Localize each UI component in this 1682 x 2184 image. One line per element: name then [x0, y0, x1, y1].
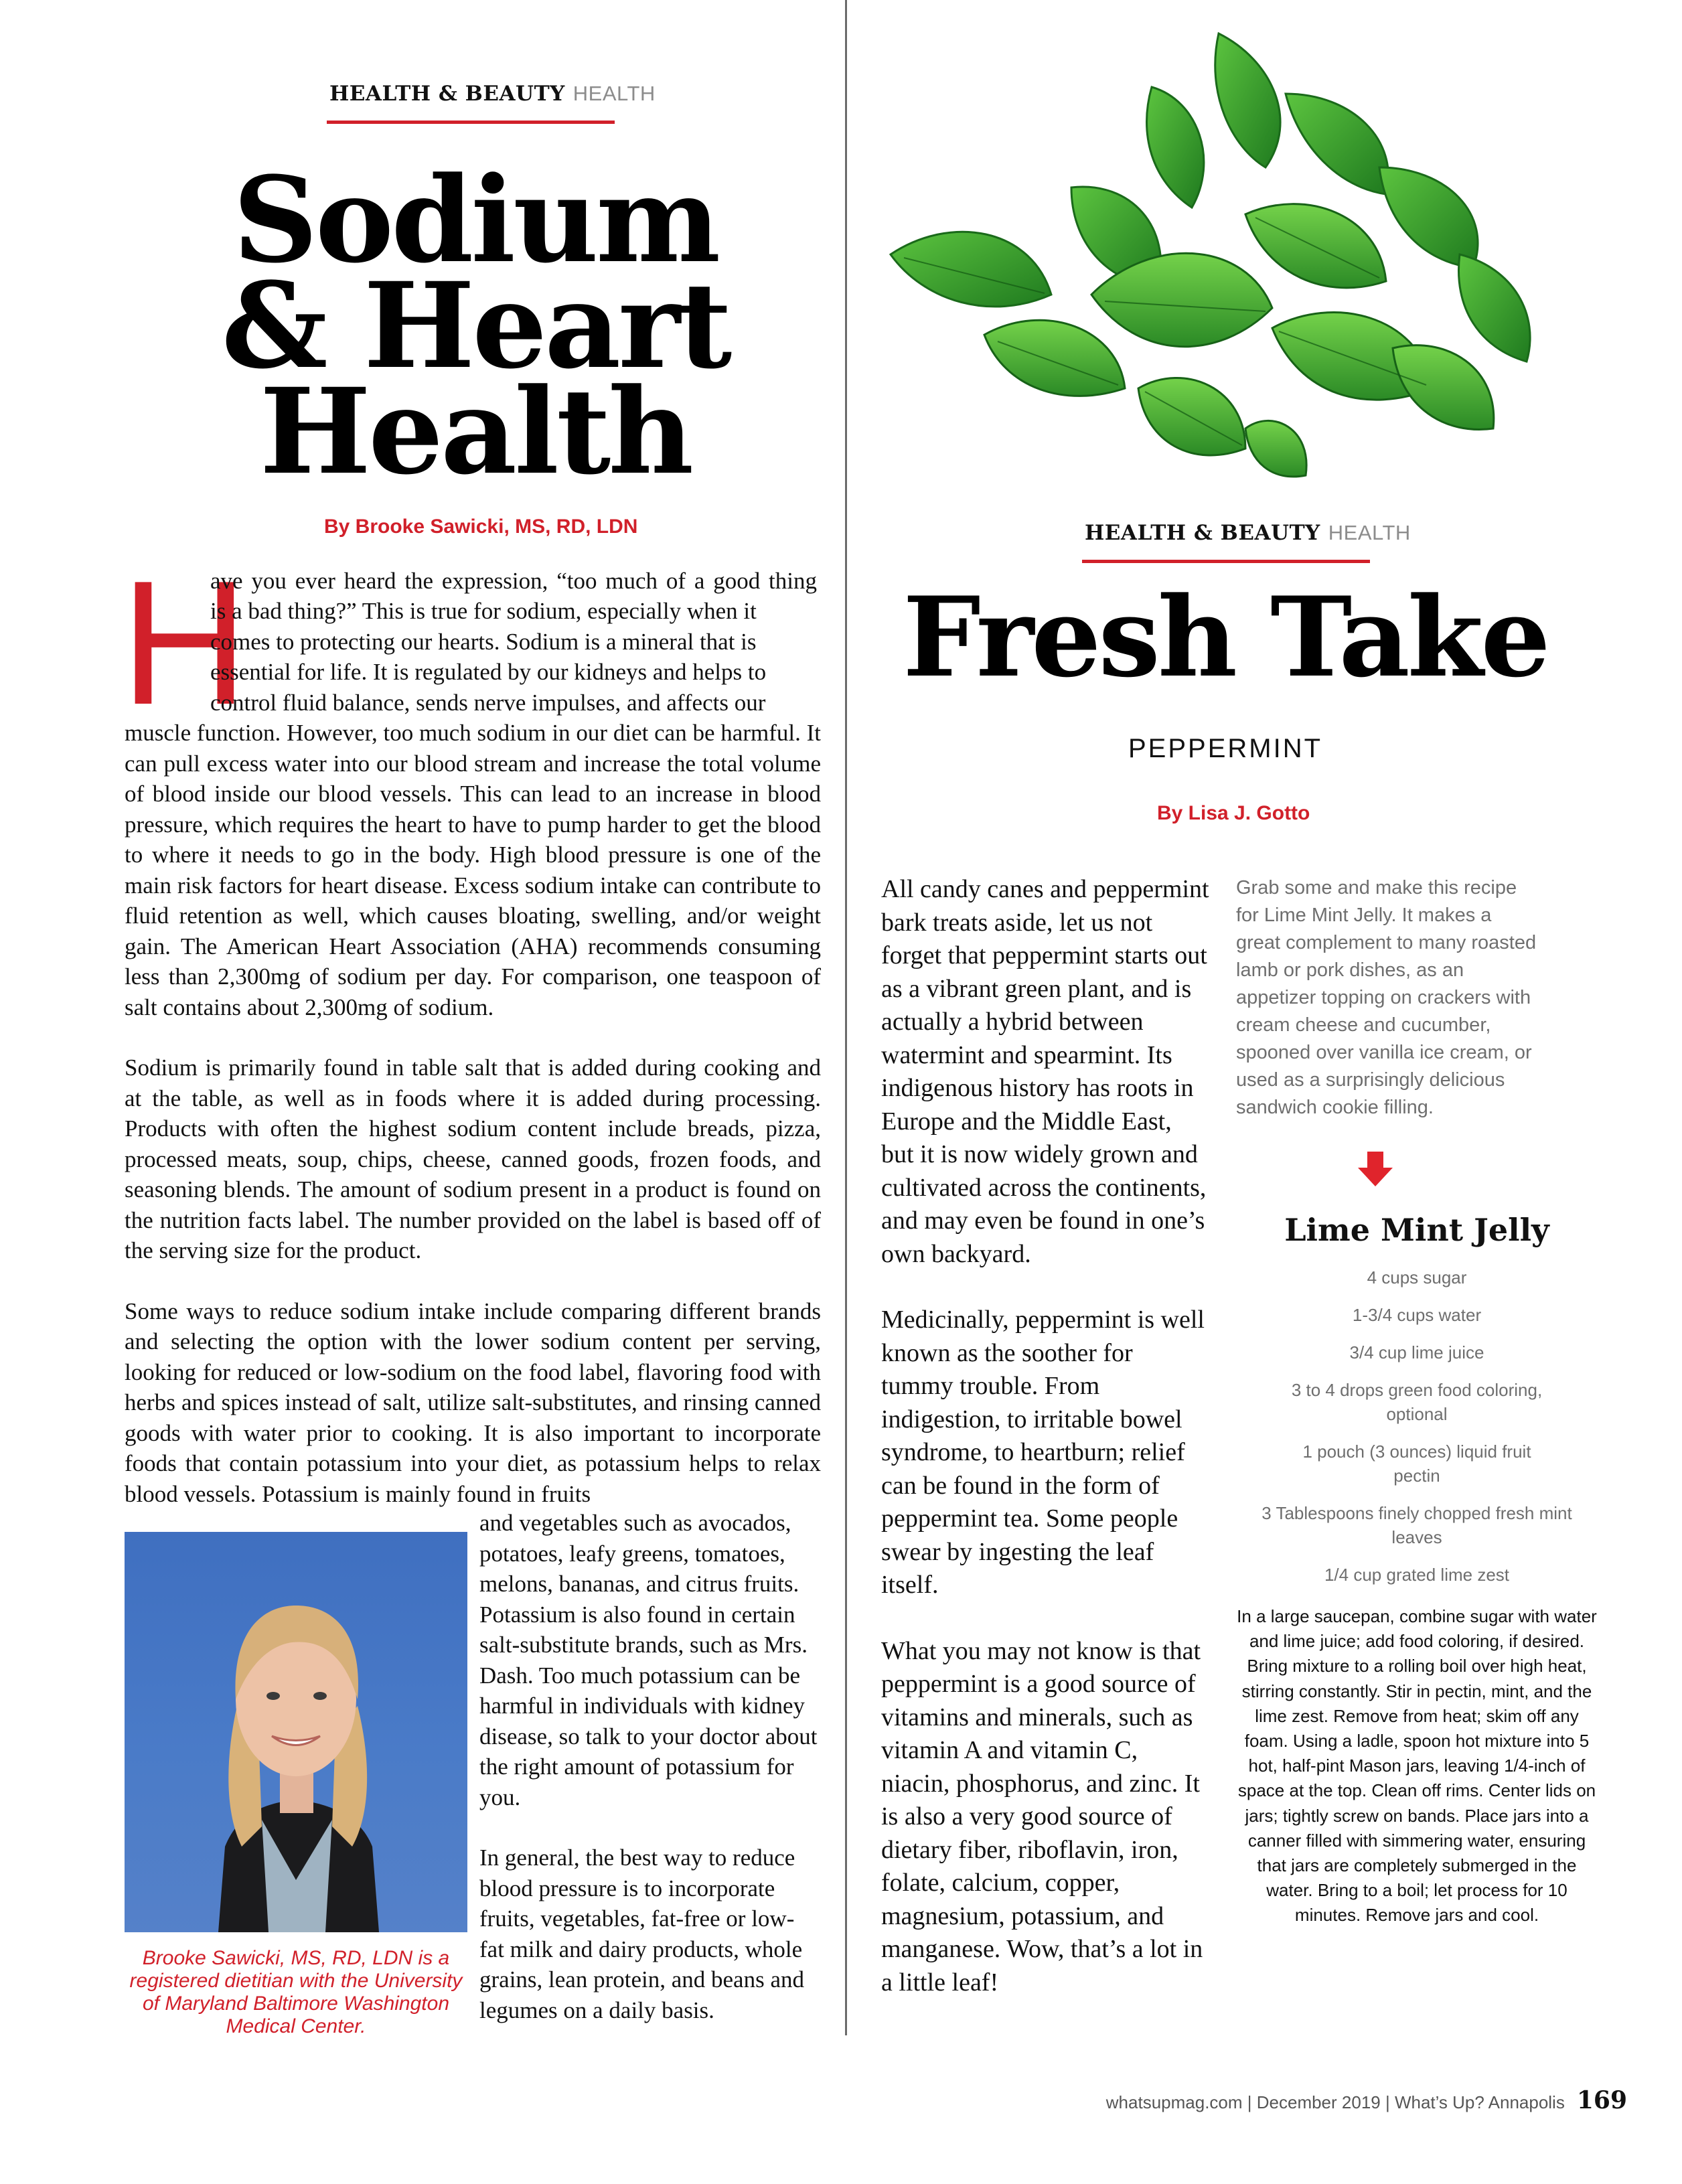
- article-line: ave you ever heard the expression, “too much of a good thing: [210, 568, 817, 594]
- recipe-title: Lime Mint Jelly: [1284, 1212, 1549, 1248]
- paragraph: Some ways to reduce sodium intake include comparing different brands and selecting the option with the lower sodium content per serving, looking for reduced or low-sodium on the food label, flavoring food with herbs and spices instead of salt, utilize salt-substitutes, and rinsing canned goods with water prior to cooking. It is also important to incorporate foods that contain potassium into your diet, as potassium helps to relax blood vessels. Potassium is mainly found in fruits: [125, 1298, 821, 1507]
- author-photo: [125, 1532, 467, 1932]
- article-line: essential for life. It is regulated by our kidneys and helps to: [210, 659, 767, 685]
- recipe-method: In a large saucepan, combine sugar with water and lime juice; add food coloring, if desired. Bring mixture to a rolling boil over high heat, stirring constantly. Stir in pectin, mint, and the lime zest. Remove from heat; skim off any foam. Using a ladle, spoon hot mixture into 5 hot, half-pint Mason jars, leaving 1/4-inch of space at the top. Clean off rims. Center lids on jars; tightly screw on bands. Place jars into a canner filled with simmering water, ensuring that jars are completely submerged in the water. Bring to a boil; let process for 10 minutes. Remove jars and cool.: [1237, 1606, 1597, 1926]
- section-tag-left: [329, 82, 656, 106]
- headline-line: & Heart: [221, 256, 730, 395]
- headline-line: Sodium: [232, 151, 718, 289]
- footer-text: whatsupmag.com | December 2019 | What’s Up? Annapolis: [1105, 2092, 1565, 2112]
- article-line: control fluid balance, sends nerve impulses, and affects our: [210, 690, 766, 716]
- page-number: 169: [1576, 2086, 1627, 2114]
- ingredient: 3 to 4 drops green food coloring, optional: [1291, 1380, 1543, 1424]
- section-tag-primary: HEALTH & BEAUTY: [329, 82, 565, 106]
- paragraph: In general, the best way to reduce blood pressure is to incorporate fruits, vegetables, fat-free or low-fat milk and dairy products, whole grains, lean protein, and beans and legumes on a daily basis.: [479, 1845, 804, 2023]
- byline-left: By Brooke Sawicki, MS, RD, LDN: [324, 516, 638, 538]
- portrait-illustration: [125, 1532, 467, 1932]
- page-footer: [1031, 2086, 1627, 2114]
- ingredient: 3 Tablespoons finely chopped fresh mint leaves: [1262, 1503, 1572, 1547]
- paragraph: Medicinally, peppermint is well known as the soother for tummy trouble. From indigestion, to irritable bowel syndrome, to heartburn; relief can be found in the form of peppermint tea. Some people swear by ingesting the leaf itself.: [881, 1306, 1205, 1599]
- arrow-down-icon: [1355, 1149, 1395, 1189]
- ingredient: 1/4 cup grated lime zest: [1324, 1565, 1510, 1585]
- paragraph: All candy canes and peppermint bark treats aside, let us not forget that peppermint starts out as a vibrant green plant, and is actually a hybrid between watermint and spearmint. Its indigenous history has roots in Europe and the Middle East, but it is now widely grown and cultivated across the continents, and may even be found in one’s own backyard.: [881, 875, 1209, 1268]
- ingredient: 1-3/4 cups water: [1352, 1305, 1482, 1325]
- section-tag-secondary: HEALTH: [572, 82, 656, 105]
- section-tag-right: [1085, 521, 1411, 545]
- headline-line: Health: [259, 362, 692, 501]
- article-line: is a bad thing?” This is true for sodium, especially when it: [210, 598, 757, 624]
- recipe-intro: Grab some and make this recipe for Lime Mint Jelly. It makes a great complement to many roasted lamb or pork dishes, as an appetizer topping on crackers with cream cheese and cucumber, spooned over vanilla ice cream, or used as a surprisingly delicious sandwich cookie filling.: [1236, 877, 1537, 1118]
- article-body-left: [125, 718, 821, 1509]
- paragraph: and vegetables such as avocados, potatoes, leafy greens, tomatoes, melons, bananas, and citrus fruits. Potassium is also found in certain salt-substitute brands, such as Mrs. Dash. Too much potassium can be harmful in individuals with kidney disease, so talk to your doctor about the right amount of potassium for you.: [479, 1510, 818, 1810]
- article-body-right: [881, 873, 1209, 1999]
- section-tag-rule: [327, 121, 615, 124]
- paragraph: Sodium is primarily found in table salt that is added during cooking and at the table, as well as in foods where it is added during processing. Products with often the highest sodium content include breads, pizza, processed meats, soup, chips, cheese, canned goods, frozen foods, and seasoning blends. The amount of sodium present in a product is found on the nutrition facts label. The number provided on the label is based off of the serving size for the product.: [125, 1055, 821, 1263]
- headline-sodium: [161, 151, 790, 501]
- subtitle-peppermint: PEPPERMINT: [1128, 734, 1323, 763]
- photo-caption: Brooke Sawicki, MS, RD, LDN is a registered dietitian with the University of Maryland Baltimore Washington Medical Center.: [129, 1947, 463, 2037]
- article-body-left-continued: [479, 1508, 818, 2025]
- headline-fresh-take: Fresh Take: [903, 572, 1548, 702]
- paragraph: What you may not know is that peppermint is a good source of vitamins and minerals, such as vitamin A and vitamin C, niacin, phosphorus, and zinc. It is also a very good source of dietary fiber, riboflavin, iron, folate, calcium, copper, magnesium, potassium, and manganese. Wow, that’s a lot in a little leaf!: [881, 1636, 1203, 1997]
- ingredient: 1 pouch (3 ounces) liquid fruit pectin: [1302, 1441, 1531, 1486]
- column-divider: [845, 0, 847, 2035]
- drop-cap: H: [121, 544, 248, 741]
- ingredient: 4 cups sugar: [1367, 1267, 1467, 1288]
- section-tag-rule: [1082, 560, 1370, 563]
- byline-right: By Lisa J. Gotto: [1157, 802, 1310, 824]
- ingredient: 3/4 cup lime juice: [1349, 1342, 1484, 1362]
- mint-leaves-illustration: [870, 13, 1553, 509]
- section-tag-primary: HEALTH & BEAUTY: [1085, 521, 1320, 545]
- peppermint-photo: [870, 13, 1553, 509]
- section-tag-secondary: HEALTH: [1328, 521, 1411, 544]
- paragraph: muscle function. However, too much sodium in our diet can be harmful. It can pull excess water into our blood stream and increase the total volume of blood inside our blood vessels. This can lead to an increase in blood pressure, which requires the heart to have to pump harder to get the blood to where it needs to go in the body. High blood pressure is one of the main risk factors for heart disease. Excess sodium intake can contribute to fluid retention as well, which causes bloating, swelling, and/or weight gain. The American Heart Association (AHA) recommends consuming less than 2,300mg of sodium per day. For comparison, one teaspoon of salt contains about 2,300mg of sodium.: [125, 720, 821, 1020]
- article-line: comes to protecting our hearts. Sodium is a mineral that is: [210, 629, 757, 655]
